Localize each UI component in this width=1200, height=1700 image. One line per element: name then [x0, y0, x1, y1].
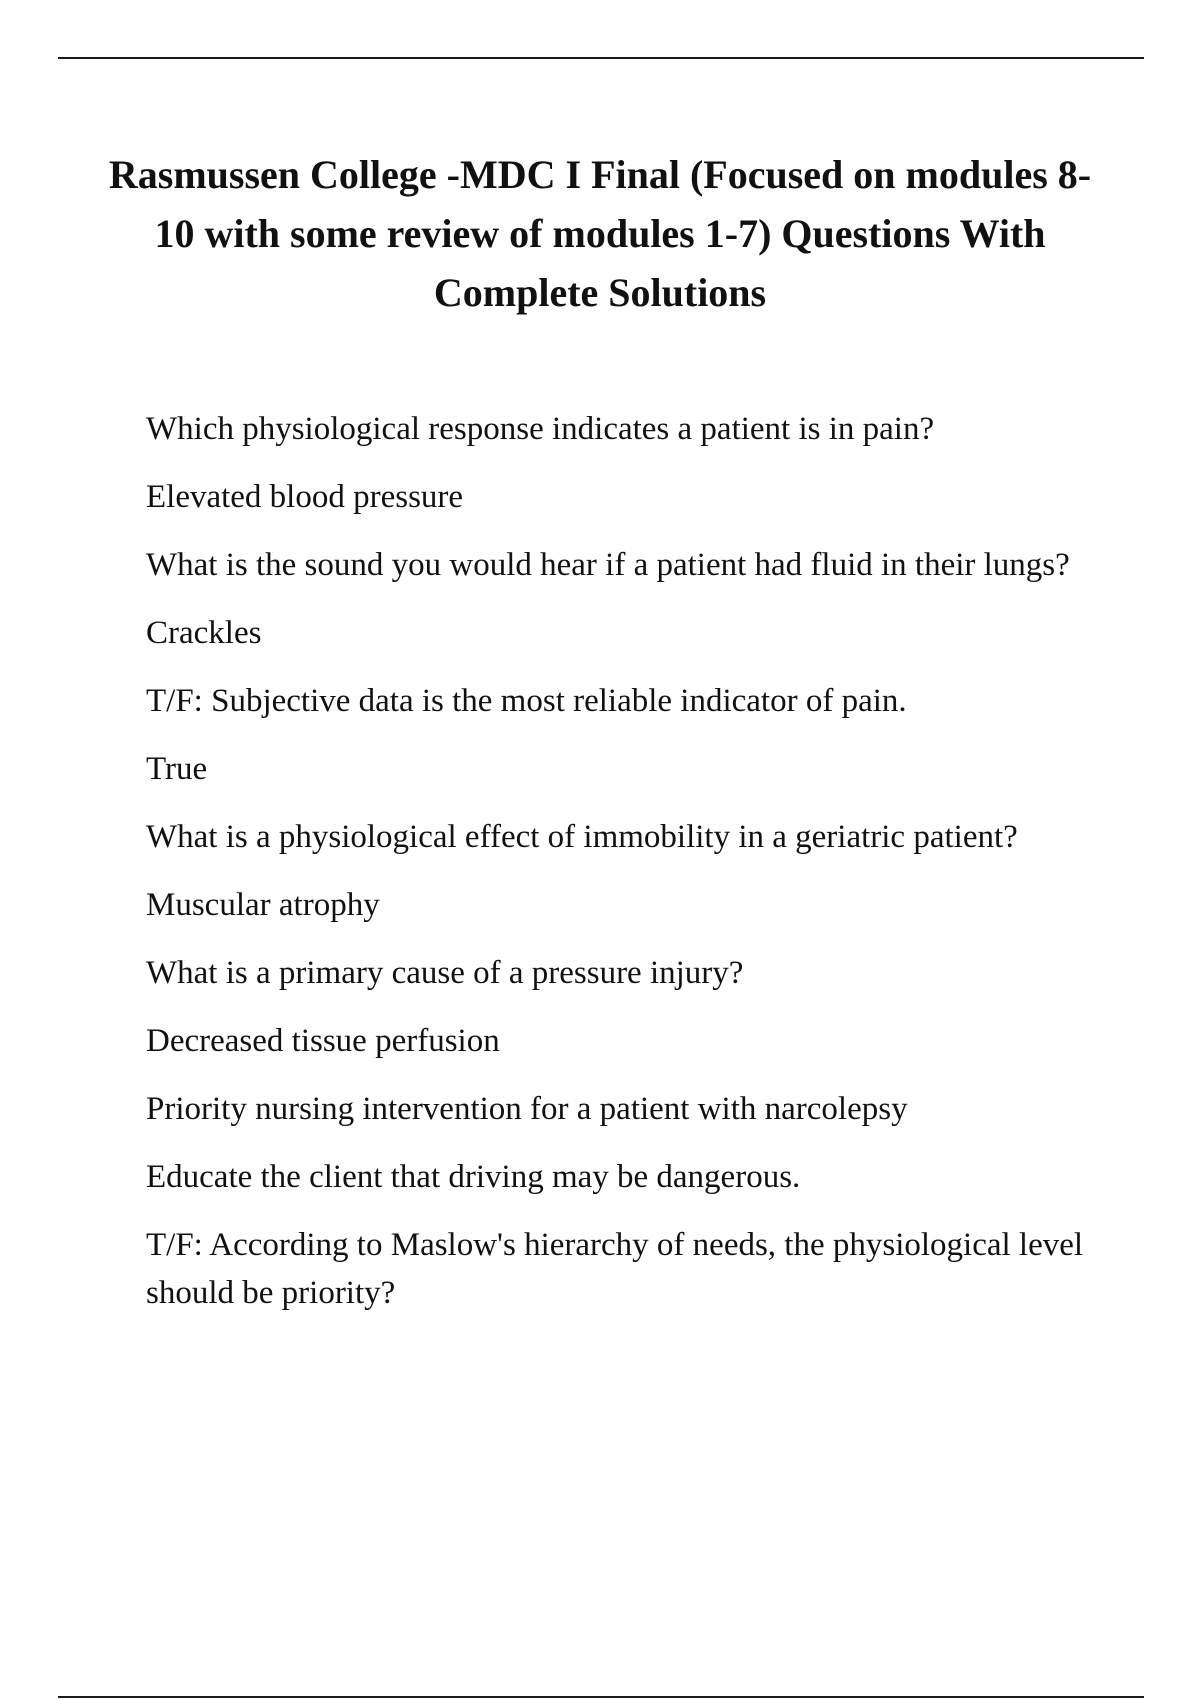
question-5: What is a primary cause of a pressure injury? [146, 955, 744, 991]
answer-3: True [146, 751, 208, 787]
top-divider [58, 57, 1144, 59]
question-4: What is a physiological effect of immobility in a geriatric patient? [146, 819, 1018, 855]
question-3: T/F: Subjective data is the most reliable indicator of pain. [146, 683, 907, 719]
question-2: What is the sound you would hear if a patient had fluid in their lungs? [146, 547, 1070, 583]
answer-6: Educate the client that driving may be dangerous. [146, 1159, 801, 1195]
answer-2: Crackles [146, 615, 262, 651]
answer-1: Elevated blood pressure [146, 479, 464, 515]
answer-5: Decreased tissue perfusion [146, 1023, 500, 1059]
document-title: Rasmussen College -MDC I Final (Focused on modules 8-10 with some review of modules 1-7) Questions With Complete Solutions [108, 152, 1092, 315]
qa-list [146, 405, 1086, 1337]
question-1: Which physiological response indicates a patient is in pain? [146, 411, 935, 447]
question-7: T/F: According to Maslow's hierarchy of needs, the physiological level should be priority? [146, 1227, 1084, 1311]
bottom-divider [58, 1696, 1144, 1698]
answer-4: Muscular atrophy [146, 887, 380, 923]
question-6: Priority nursing intervention for a patient with narcolepsy [146, 1091, 908, 1127]
